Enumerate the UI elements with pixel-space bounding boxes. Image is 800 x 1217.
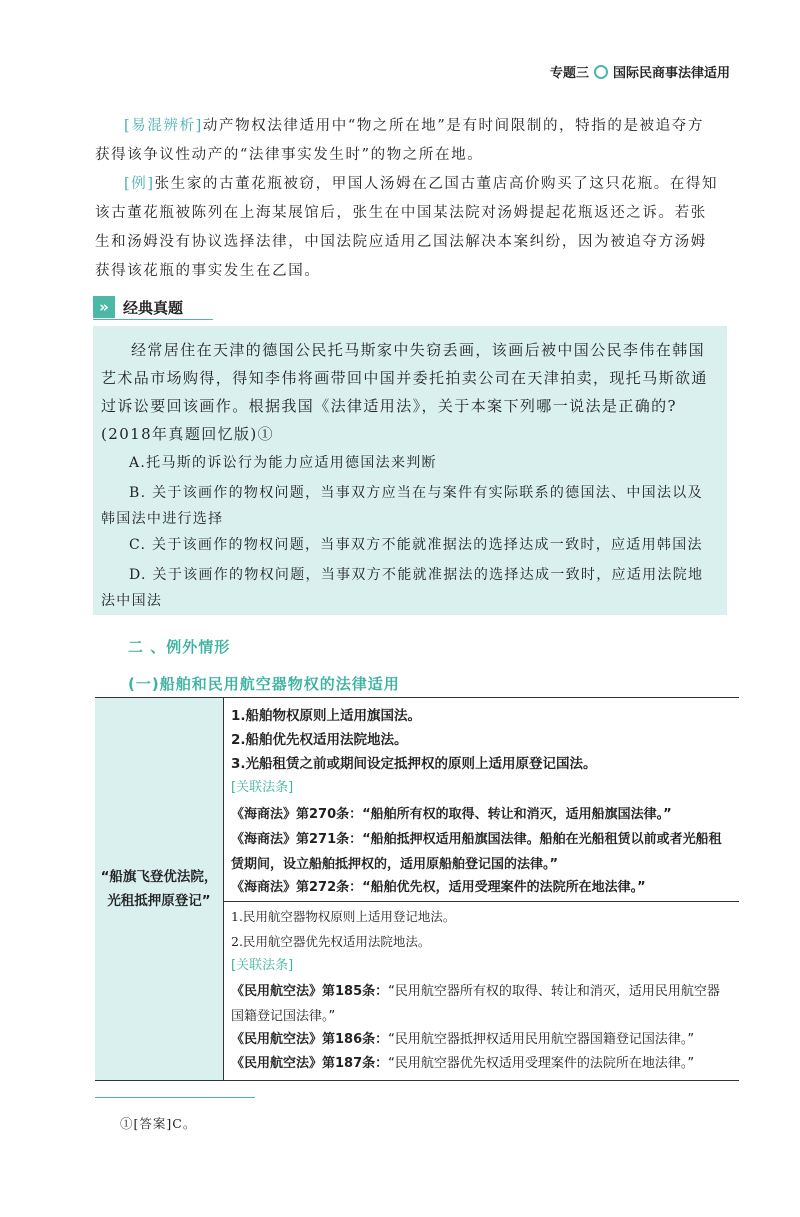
header-topic-number: 专题三 [549, 66, 589, 81]
mnemonic-line-1: “船旗飞登优法院， [100, 869, 218, 885]
confusion-tag: [易混辨析] [124, 118, 203, 134]
confusion-text: 动产物权法律适用中“物之所在地”是有时间限制的，特指的是被追夺方获得该争议性动产的“法律事实发生时”的物之所在地。 [95, 118, 704, 163]
section-heading: 二 、例外情形 [128, 638, 231, 656]
option-b: B. 关于该画作的物权问题，当事双方应当在与案件有实际联系的德国法、中国法以及韩国法中进行选择 [101, 485, 703, 527]
example-text: 张生家的古董花瓶被窃，甲国人汤姆在乙国古董店高价购买了这只花瓶。在得知该古董花瓶被陈列在上海某展馆后，张生在中国某法院对汤姆提起花瓶返还之诉。若张生和汤姆没有协议选择法律，中国法院应适用乙国法解决本案纠纷，因为被追夺方汤姆获得该花瓶的事实发生在乙国。 [95, 176, 719, 279]
ship-rule-1: 1.船舶物权原则上适用旗国法。 [231, 708, 422, 724]
air-law-187: 《民用航空法》第187条：“民用航空器优先权适用受理案件的法院所在地法律。” [231, 1056, 695, 1071]
footnote: ①[答案]C。 [120, 1116, 197, 1131]
ship-law-271: 《海商法》第271条：“船舶抵押权适用船旗国法律。船舶在光船租赁以前或者光船租赁期间，设立船舶抵押权的，适用原船舶登记国的法律。” [231, 832, 722, 872]
mnemonic-line-2: 光租抵押原登记” [107, 893, 211, 909]
ship-related-label: [关联法条] [231, 780, 294, 795]
ship-law-272: 《海商法》第272条：“船舶优先权，适用受理案件的法院所在地法律。” [231, 880, 646, 895]
air-law-186: 《民用航空法》第186条：“民用航空器抵押权适用民用航空器国籍登记国法律。” [231, 1032, 695, 1047]
air-rule-1: 1.民用航空器物权原则上适用登记地法。 [231, 909, 456, 924]
row-divider [223, 901, 739, 902]
header-topic-title: 国际民商事法律适用 [612, 66, 730, 81]
example-tag: [例] [124, 176, 155, 192]
rules-table [95, 697, 739, 1081]
divider [93, 319, 213, 320]
example-paragraph [95, 170, 720, 286]
classic-question-header [93, 296, 183, 318]
air-rule-2: 2.民用航空器优先权适用法院地法。 [231, 934, 431, 949]
question-box [93, 326, 727, 615]
classic-question-title: 经典真题 [123, 298, 184, 317]
ship-rule-2: 2.船舶优先权适用法院地法。 [231, 732, 408, 748]
question-stem: 经常居住在天津的德国公民托马斯家中失窃丢画，该画后被中国公民李伟在韩国艺术品市场购得，得知李伟将画带回中国并委托拍卖公司在天津拍卖，现托马斯欲通过诉讼要回该画作。根据我国《法律适用法》，关于本案下列哪一说法是正确的?(2018年真题回忆版)① [101, 341, 708, 443]
circle-icon [594, 65, 608, 79]
double-chevron-icon: » [93, 296, 115, 318]
ship-rule-3: 3.光船租赁之前或期间设定抵押权的原则上适用原登记国法。 [231, 756, 597, 772]
subsection-heading: (一)船舶和民用航空器物权的法律适用 [128, 675, 400, 693]
air-related-label: [关联法条] [231, 958, 294, 973]
option-c: C. 关于该画作的物权问题，当事双方不能就准据法的选择达成一致时，应适用韩国法 [129, 537, 703, 553]
footnote-rule [95, 1097, 255, 1098]
confusion-paragraph [95, 112, 720, 170]
running-header [550, 62, 730, 81]
air-law-185: 《民用航空法》第185条：“民用航空器所有权的取得、转让和消灭，适用民用航空器国籍登记国法律。” [231, 984, 720, 1024]
ship-law-270: 《海商法》第270条：“船舶所有权的取得、转让和消灭，适用船旗国法律。” [231, 807, 672, 822]
mnemonic-cell [95, 698, 224, 1080]
option-a: A.托马斯的诉讼行为能力应适用德国法来判断 [129, 455, 437, 471]
option-d: D. 关于该画作的物权问题，当事双方不能就准据法的选择达成一致时，应适用法院地法中国法 [101, 567, 704, 609]
